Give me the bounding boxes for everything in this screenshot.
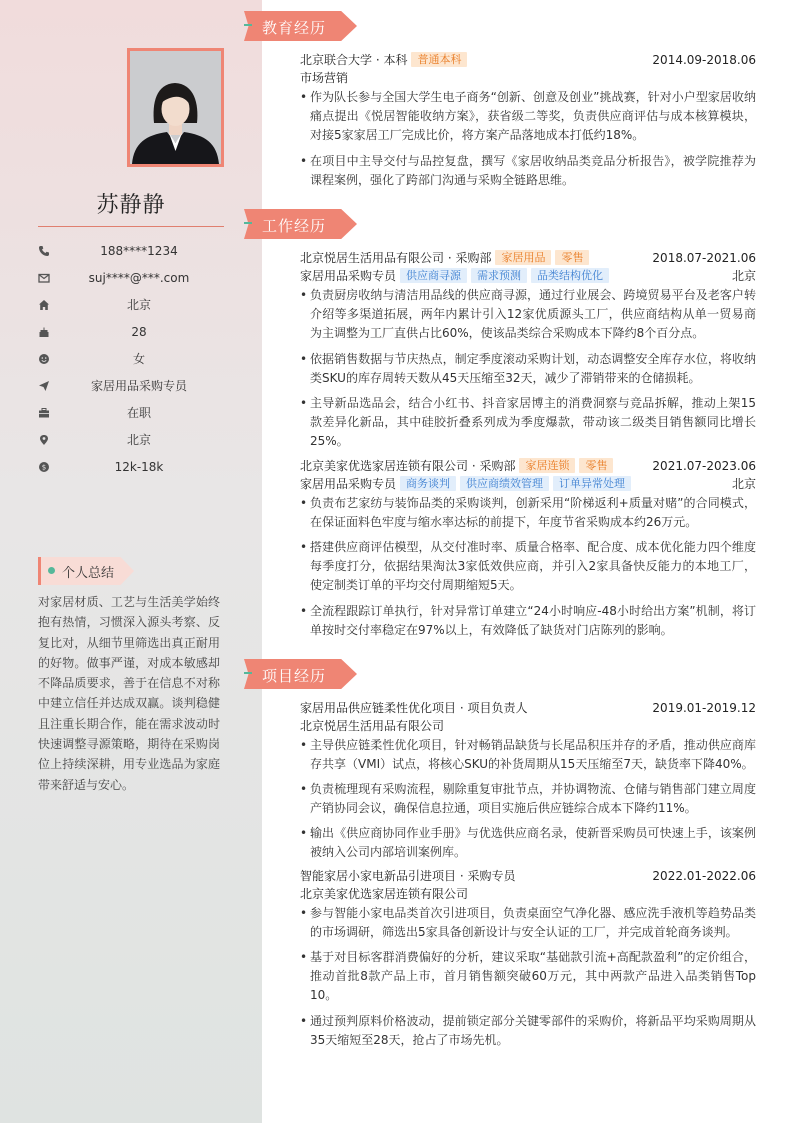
project-bullet: • 基于对目标客群消费偏好的分析，建议采取“基础款引流+高配款盈利”的定价组合，推动首批8款产品上市，首月销售额突破60万元，其中两款产品进入品类销售Top 10。: [300, 950, 756, 1002]
job-position: 家居用品采购专员: [300, 477, 397, 491]
section-work-header: [244, 209, 357, 239]
job-bullet: • 搭建供应商评估模型，从交付准时率、质量合格率、配合度、成本优化能力四个维度每季度打分，依据结果淘汰3家低效供应商，并引入2家具备快反能力的本地工厂，使定制类订单的平均交付周期缩短5天。: [300, 540, 756, 592]
job-date: 2021.07-2023.06: [652, 459, 756, 473]
phone-icon: [38, 245, 50, 257]
section-projects-header: [244, 659, 357, 689]
profile-photo: [127, 48, 224, 167]
dot-icon: [48, 567, 55, 574]
education-header-row: [300, 51, 756, 69]
project-bullet: • 主导供应链柔性优化项目，针对畅销品缺货与长尾品积压并存的矛盾，推动供应商库存共享（VMI）试点，将核心SKU的补货周期从15天压缩至7天，缺货率下降40%。: [300, 738, 756, 771]
location-value: 北京: [126, 433, 151, 447]
info-salary: [38, 458, 224, 478]
project-bullet: • 参与智能小家电品类首次引进项目，负责桌面空气净化器、感应洗手液机等趋势品类的市场调研，筛选出5家具备创新设计与安全认证的工厂，并完成首轮商务谈判。: [300, 906, 756, 939]
skill-tag: 商务谈判: [400, 476, 456, 491]
project-title: 智能家居小家电新品引进项目 · 采购专员: [300, 869, 516, 883]
info-age: [38, 323, 224, 343]
project-bullet: • 输出《供应商协同作业手册》与优选供应商名录，使新晋采购员可快速上手，该案例被纳入公司内部培训案例库。: [300, 826, 756, 859]
status-value: 在职: [126, 406, 151, 420]
job-bullet: • 负责厨房收纳与清洁用品线的供应商寻源，通过行业展会、跨境贸易平台及老客户转介绍等多渠道拓展，两年内累计引入12家优质源头工厂，供应商结构从单一贸易商为主调整为工厂直供占比60%，使该品类综合采购成本下降约8个百分点。: [300, 288, 756, 340]
job-city: 北京: [731, 477, 756, 491]
section-title: 工作经历: [262, 217, 327, 235]
project-header-row: [300, 699, 756, 717]
project-date: 2019.01-2019.12: [652, 701, 756, 715]
position-value: 家居用品采购专员: [90, 379, 187, 393]
email-value: suj****@***.com: [88, 271, 190, 285]
money-icon: [38, 461, 50, 473]
skill-tag: 供应商绩效管理: [460, 476, 549, 491]
job-header-row: [300, 457, 756, 475]
project-header-row: [300, 867, 756, 885]
email-icon: [38, 272, 50, 284]
school-line: 北京联合大学 · 本科: [300, 53, 408, 67]
job-header-row: [300, 249, 756, 267]
candidate-name: 苏静静: [96, 193, 166, 218]
summary-title: 个人总结: [62, 566, 115, 581]
svg-text:$: $: [41, 463, 47, 472]
project-company-row: [300, 885, 756, 903]
job-bullet: • 负责布艺家纺与装饰品类的采购谈判，创新采用“阶梯返利+质量对赌”的合同模式，在保证面料色牢度与缩水率达标的前提下，年度节省采购成本约26万元。: [300, 496, 756, 529]
section-education-header: [244, 11, 357, 41]
project-date: 2022.01-2022.06: [652, 869, 756, 883]
info-home: [38, 296, 224, 316]
skill-tag: 品类结构优化: [531, 268, 609, 283]
sidebar: [0, 0, 262, 1123]
job-date: 2018.07-2021.06: [652, 251, 756, 265]
education-date: 2014.09-2018.06: [652, 53, 756, 67]
section-title: 教育经历: [262, 19, 327, 37]
skill-tag: 需求预测: [471, 268, 527, 283]
info-gender: [38, 350, 224, 370]
summary-text: 对家居材质、工艺与生活美学始终抱有热情，习惯深入源头考察、反复比对，从细节里筛选出真正耐用的好物。做事严谨，对成本敏感却不降品质要求，善于在信息不对称中建立信任并达成双赢。谈判稳健且注重长期合作，能在需求波动时快速调整寻源策略，期待在采购岗位上持续深耕，用专业选品为家庭带来舒适与安心。: [38, 595, 220, 792]
cake-icon: [38, 326, 50, 338]
project-title: 家居用品供应链柔性优化项目 · 项目负责人: [300, 701, 528, 715]
name-divider: [38, 226, 224, 227]
project-company: 北京美家优选家居连锁有限公司: [300, 887, 469, 901]
age-value: 28: [131, 325, 147, 339]
info-position: [38, 377, 224, 397]
industry-tag: 零售: [555, 250, 589, 265]
skill-tag: 供应商寻源: [400, 268, 467, 283]
education-major-row: [300, 69, 756, 87]
send-icon: [38, 380, 50, 392]
major: 市场营销: [300, 71, 349, 85]
company-line: 北京悦居生活用品有限公司 · 采购部: [300, 251, 492, 265]
info-status: [38, 404, 224, 424]
industry-tag: 家居连锁: [519, 458, 575, 473]
job-bullet: • 主导新品选品会，结合小红书、抖音家居博主的消费洞察与竞品拆解，推动上架15款差异化新品，其中硅胶折叠系列成为季度爆款，带动该二级类目销售额同比增长25%。: [300, 396, 756, 448]
project-company-row: [300, 717, 756, 735]
job-position-row: [300, 267, 756, 285]
industry-tag: 零售: [579, 458, 613, 473]
job-position-row: [300, 475, 756, 493]
job-bullet: • 全流程跟踪订单执行，针对异常订单建立“24小时响应-48小时给出方案”机制，将订单按时交付率稳定在97%以上，有效降低了缺货对门店陈列的影响。: [300, 604, 756, 637]
project-bullet: • 通过预判原料价格波动，提前锁定部分关键零部件的采购价，将新品平均采购周期从35天缩短至28天，抢占了市场先机。: [300, 1014, 756, 1047]
phone-value: 188****1234: [100, 244, 178, 258]
home-icon: [38, 299, 50, 311]
briefcase-icon: [38, 407, 50, 419]
info-phone: [38, 242, 224, 262]
section-title: 项目经历: [262, 667, 327, 685]
industry-tag: 家居用品: [495, 250, 551, 265]
salary-value: 12k-18k: [114, 460, 164, 474]
company-line: 北京美家优选家居连锁有限公司 · 采购部: [300, 459, 516, 473]
summary-heading: [38, 557, 134, 585]
gender-value: 女: [132, 352, 145, 366]
degree-tag: 普通本科: [411, 52, 467, 67]
job-position: 家居用品采购专员: [300, 269, 397, 283]
project-company: 北京悦居生活用品有限公司: [300, 719, 445, 733]
job-bullet: • 依据销售数据与节庆热点，制定季度滚动采购计划，动态调整安全库存水位，将收纳类SKU的库存周转天数从45天压缩至32天，减少了滞销带来的仓储损耗。: [300, 352, 756, 385]
education-bullet: • 在项目中主导交付与品控复盘，撰写《家居收纳品类竞品分析报告》，被学院推荐为课程案例，强化了跨部门沟通与采购全链路思维。: [300, 154, 756, 187]
info-location: [38, 431, 224, 451]
location-icon: [38, 434, 50, 446]
skill-tag: 订单异常处理: [553, 476, 631, 491]
education-bullet: • 作为队长参与全国大学生电子商务“创新、创意及创业”挑战赛，针对小户型家居收纳痛点提出《悦居智能收纳方案》，获省级二等奖，负责供应商评估与成本核算模块，对接5家家居工厂完成比价，将方案产品落地成本打低约18%。: [300, 90, 756, 142]
person-icon: [38, 353, 50, 365]
home-value: 北京: [126, 298, 151, 312]
info-email: [38, 269, 224, 289]
project-bullet: • 负责梳理现有采购流程，剔除重复审批节点，并协调物流、仓储与销售部门建立周度产销协同会议，确保信息拉通，项目实施后供应链综合成本下降约11%。: [300, 782, 756, 815]
job-city: 北京: [731, 269, 756, 283]
